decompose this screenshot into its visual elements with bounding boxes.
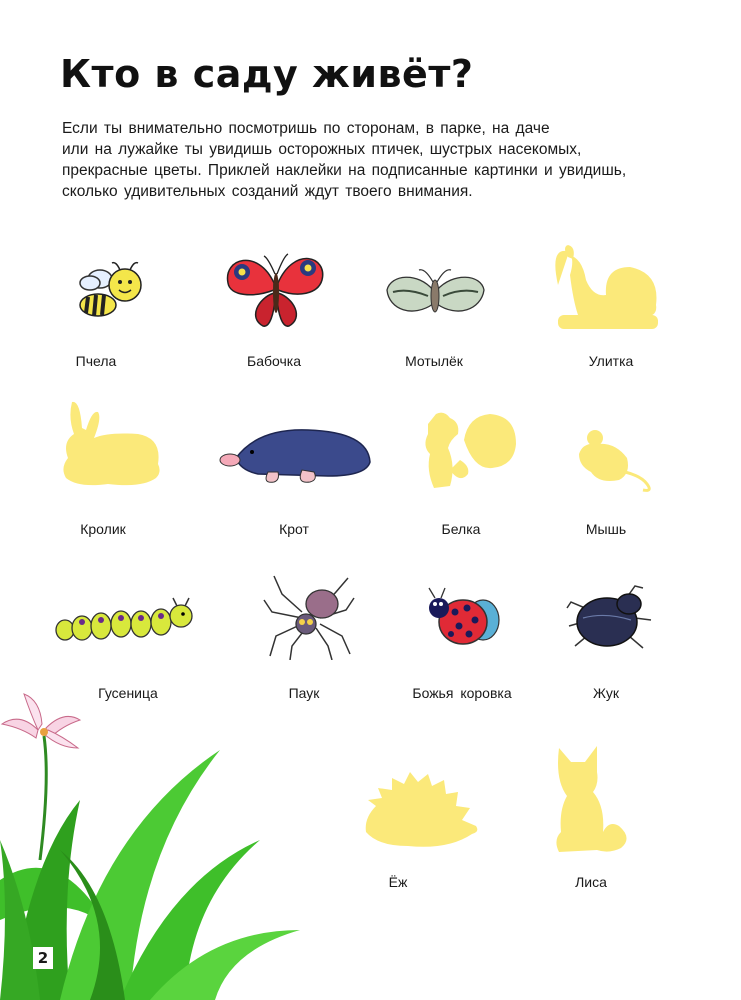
ladybug-icon bbox=[425, 582, 505, 652]
rabbit-label: Кролик bbox=[80, 521, 126, 537]
moth-icon bbox=[383, 260, 488, 330]
beetle-label: Жук bbox=[593, 685, 619, 701]
beetle-icon bbox=[565, 578, 655, 658]
intro-paragraph bbox=[62, 118, 722, 202]
caterpillar-icon bbox=[55, 596, 195, 651]
bee-icon bbox=[70, 255, 160, 335]
mole-icon bbox=[218, 420, 378, 485]
page-number: 2 bbox=[33, 947, 53, 969]
hedgehog-silhouette-icon bbox=[358, 770, 483, 855]
intro-line: Если ты внимательно посмотришь по сторонам, в парке, на даче bbox=[62, 120, 550, 137]
snail-label: Улитка bbox=[588, 353, 634, 369]
snail-silhouette-icon bbox=[548, 245, 663, 335]
page-title: Кто в саду живёт? bbox=[60, 52, 474, 96]
caterpillar-label: Гусеница bbox=[98, 685, 158, 701]
spider-label: Паук bbox=[288, 685, 320, 701]
intro-line: сколько удивительных созданий ждут твоего внимания. bbox=[62, 183, 473, 200]
butterfly-icon bbox=[218, 238, 333, 333]
squirrel-silhouette-icon bbox=[420, 410, 520, 495]
intro-line: прекрасные цветы. Приклей наклейки на подписанные картинки и увидишь, bbox=[62, 162, 627, 179]
rabbit-silhouette-icon bbox=[58, 398, 168, 490]
ladybug-label: Божья коровка bbox=[412, 685, 512, 701]
mouse-silhouette-icon bbox=[575, 428, 660, 493]
hedgehog-label: Ёж bbox=[388, 874, 408, 890]
butterfly-label: Бабочка bbox=[247, 353, 301, 369]
fox-label: Лиса bbox=[575, 874, 607, 890]
squirrel-label: Белка bbox=[441, 521, 481, 537]
moth-label: Мотылёк bbox=[405, 353, 463, 369]
intro-line: или на лужайке ты увидишь осторожных птичек, шустрых насекомых, bbox=[62, 141, 582, 158]
spider-icon bbox=[262, 570, 357, 660]
bee-label: Пчела bbox=[75, 353, 117, 369]
mole-label: Крот bbox=[279, 521, 309, 537]
mouse-label: Мышь bbox=[585, 521, 627, 537]
fox-silhouette-icon bbox=[545, 740, 635, 860]
